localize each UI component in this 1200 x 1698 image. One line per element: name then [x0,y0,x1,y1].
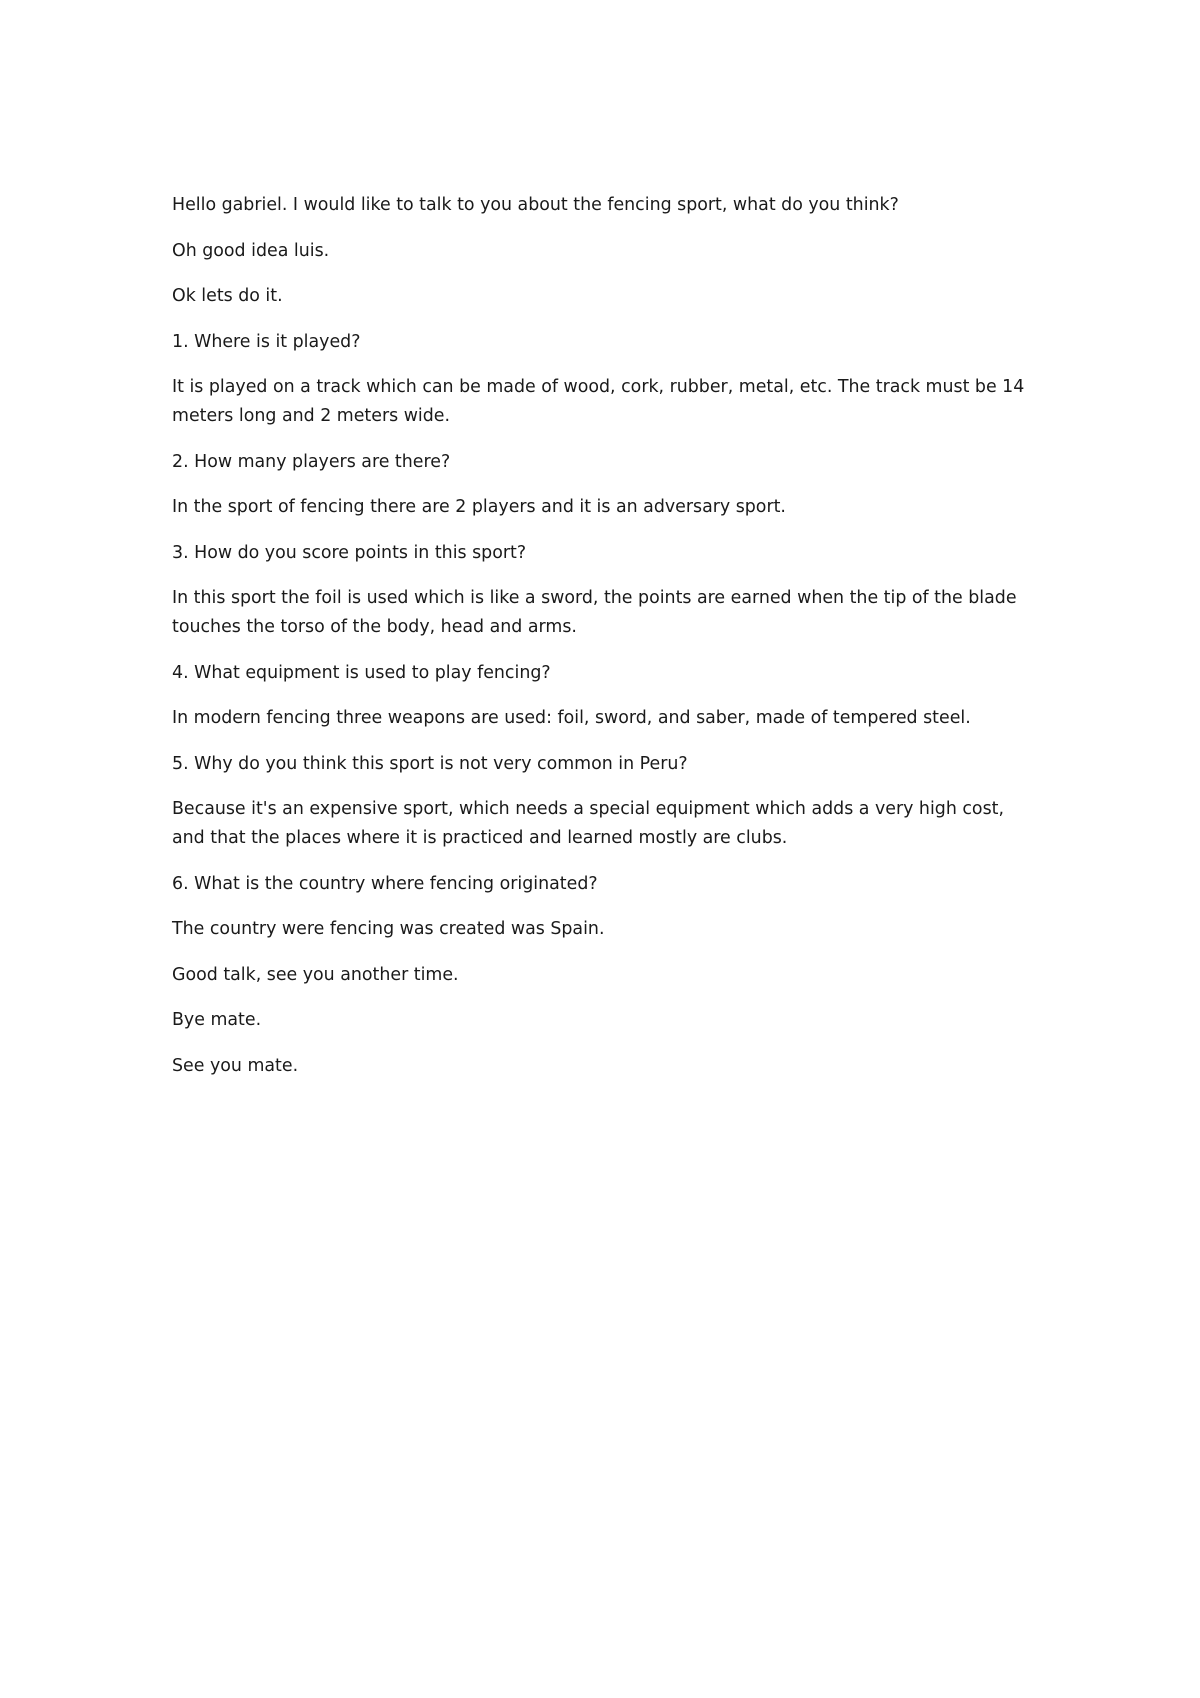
question-4: 4. What equipment is used to play fencing? [172,662,551,683]
answer-3: In this sport the foil is used which is like a sword, the points are earned when the tip of the blade touches the torso of the body, head and arms. [172,588,1017,637]
answer-6: The country were fencing was created was Spain. [172,919,605,939]
question-6: 6. What is the country where fencing originated? [172,873,598,894]
answer-5: Because it's an expensive sport, which needs a special equipment which adds a very high cost, and that the places where it is practiced and learned mostly are clubs. [172,799,1004,848]
answer-4: In modern fencing three weapons are used: foil, sword, and saber, made of tempered steel. [172,708,971,728]
question-1: 1. Where is it played? [172,331,361,352]
document-body [172,191,1042,1097]
question-3: 3. How do you score points in this sport? [172,542,527,563]
greeting-line: Hello gabriel. I would like to talk to you about the fencing sport, what do you think? [172,195,899,215]
question-5: 5. Why do you think this sport is not very common in Peru? [172,753,688,774]
closing-line: Good talk, see you another time. [172,964,459,985]
reply-line: Oh good idea luis. [172,240,330,261]
agreement-line: Ok lets do it. [172,286,283,306]
farewell-line: Bye mate. [172,1010,262,1030]
answer-1: It is played on a track which can be made of wood, cork, rubber, metal, etc. The track must be 14 meters long and 2 meters wide. [172,377,1025,426]
final-farewell-line: See you mate. [172,1055,299,1076]
question-2: 2. How many players are there? [172,451,451,472]
answer-2: In the sport of fencing there are 2 players and it is an adversary sport. [172,497,786,517]
